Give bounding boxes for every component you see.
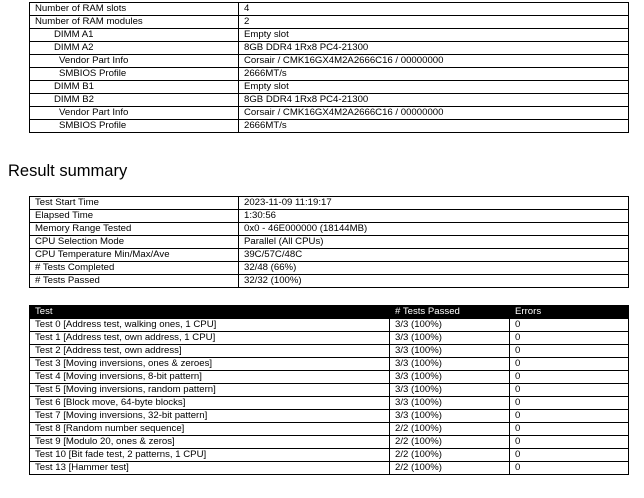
test-passed: 3/3 (100%)	[390, 371, 510, 384]
table-row	[30, 410, 629, 423]
column-header-errors: Errors	[510, 306, 629, 319]
table-row	[30, 68, 629, 81]
test-passed: 3/3 (100%)	[390, 397, 510, 410]
test-passed: 3/3 (100%)	[390, 345, 510, 358]
ram-info-label: DIMM A1	[30, 29, 239, 42]
table-row	[30, 210, 629, 223]
table-row	[30, 262, 629, 275]
test-errors: 0	[510, 358, 629, 371]
summary-label: CPU Selection Mode	[30, 236, 239, 249]
summary-label: # Tests Completed	[30, 262, 239, 275]
test-name: Test 4 [Moving inversions, 8-bit pattern]	[30, 371, 390, 384]
table-row	[30, 436, 629, 449]
test-name: Test 7 [Moving inversions, 32-bit pattern]	[30, 410, 390, 423]
test-errors: 0	[510, 397, 629, 410]
summary-value: 32/32 (100%)	[239, 275, 629, 288]
test-passed: 3/3 (100%)	[390, 358, 510, 371]
column-header-passed: # Tests Passed	[390, 306, 510, 319]
test-passed: 2/2 (100%)	[390, 423, 510, 436]
table-row	[30, 249, 629, 262]
table-row	[30, 345, 629, 358]
test-errors: 0	[510, 332, 629, 345]
test-passed: 2/2 (100%)	[390, 462, 510, 475]
summary-label: # Tests Passed	[30, 275, 239, 288]
test-errors: 0	[510, 345, 629, 358]
test-name: Test 8 [Random number sequence]	[30, 423, 390, 436]
ram-info-value: Corsair / CMK16GX4M2A2666C16 / 00000000	[239, 55, 629, 68]
test-passed: 2/2 (100%)	[390, 436, 510, 449]
ram-info-label: DIMM B1	[30, 81, 239, 94]
result-summary-table	[29, 196, 629, 288]
table-row	[30, 384, 629, 397]
ram-info-label: Number of RAM slots	[30, 3, 239, 16]
test-name: Test 13 [Hammer test]	[30, 462, 390, 475]
table-row	[30, 16, 629, 29]
table-row	[30, 55, 629, 68]
test-passed: 3/3 (100%)	[390, 384, 510, 397]
summary-label: Memory Range Tested	[30, 223, 239, 236]
table-row	[30, 3, 629, 16]
ram-info-value: 2666MT/s	[239, 68, 629, 81]
test-name: Test 9 [Modulo 20, ones & zeros]	[30, 436, 390, 449]
test-errors: 0	[510, 462, 629, 475]
ram-info-label: DIMM B2	[30, 94, 239, 107]
summary-value: 39C/57C/48C	[239, 249, 629, 262]
ram-info-label: SMBIOS Profile	[30, 68, 239, 81]
test-name: Test 2 [Address test, own address]	[30, 345, 390, 358]
table-row	[30, 223, 629, 236]
summary-value: Parallel (All CPUs)	[239, 236, 629, 249]
summary-label: Test Start Time	[30, 197, 239, 210]
table-row	[30, 197, 629, 210]
table-row	[30, 462, 629, 475]
summary-value: 32/48 (66%)	[239, 262, 629, 275]
test-name: Test 1 [Address test, own address, 1 CPU]	[30, 332, 390, 345]
table-row	[30, 423, 629, 436]
test-errors: 0	[510, 371, 629, 384]
ram-info-value: 8GB DDR4 1Rx8 PC4-21300	[239, 42, 629, 55]
table-row	[30, 29, 629, 42]
ram-info-value: Empty slot	[239, 81, 629, 94]
test-passed: 3/3 (100%)	[390, 410, 510, 423]
table-row	[30, 332, 629, 345]
test-name: Test 3 [Moving inversions, ones & zeroes]	[30, 358, 390, 371]
test-errors: 0	[510, 319, 629, 332]
ram-info-label: SMBIOS Profile	[30, 120, 239, 133]
test-name: Test 5 [Moving inversions, random pattern]	[30, 384, 390, 397]
test-errors: 0	[510, 423, 629, 436]
test-errors: 0	[510, 384, 629, 397]
table-row	[30, 236, 629, 249]
test-results-table	[29, 305, 629, 475]
test-errors: 0	[510, 449, 629, 462]
table-row	[30, 397, 629, 410]
ram-info-table	[29, 2, 629, 133]
summary-value: 2023-11-09 11:19:17	[239, 197, 629, 210]
ram-info-value: 8GB DDR4 1Rx8 PC4-21300	[239, 94, 629, 107]
ram-info-body	[30, 3, 629, 133]
table-row	[30, 319, 629, 332]
ram-info-value: Empty slot	[239, 29, 629, 42]
ram-info-label: Vendor Part Info	[30, 107, 239, 120]
table-row	[30, 449, 629, 462]
ram-info-value: 2666MT/s	[239, 120, 629, 133]
test-name: Test 10 [Bit fade test, 2 patterns, 1 CPU]	[30, 449, 390, 462]
table-row	[30, 120, 629, 133]
result-summary-body	[30, 197, 629, 288]
table-row	[30, 42, 629, 55]
test-passed: 2/2 (100%)	[390, 449, 510, 462]
test-passed: 3/3 (100%)	[390, 332, 510, 345]
ram-info-value: 2	[239, 16, 629, 29]
table-row	[30, 107, 629, 120]
ram-info-label: Vendor Part Info	[30, 55, 239, 68]
test-name: Test 0 [Address test, walking ones, 1 CPU]	[30, 319, 390, 332]
section-title: Result summary	[8, 162, 128, 180]
table-row	[30, 94, 629, 107]
table-row	[30, 371, 629, 384]
column-header-test: Test	[30, 306, 390, 319]
test-errors: 0	[510, 436, 629, 449]
ram-info-label: DIMM A2	[30, 42, 239, 55]
table-header-row	[30, 306, 629, 319]
table-row	[30, 275, 629, 288]
summary-value: 1:30:56	[239, 210, 629, 223]
table-row	[30, 358, 629, 371]
test-errors: 0	[510, 410, 629, 423]
test-passed: 3/3 (100%)	[390, 319, 510, 332]
ram-info-label: Number of RAM modules	[30, 16, 239, 29]
table-row	[30, 81, 629, 94]
summary-value: 0x0 - 46E000000 (18144MB)	[239, 223, 629, 236]
test-results-body	[30, 319, 629, 475]
summary-label: Elapsed Time	[30, 210, 239, 223]
test-name: Test 6 [Block move, 64-byte blocks]	[30, 397, 390, 410]
summary-label: CPU Temperature Min/Max/Ave	[30, 249, 239, 262]
ram-info-value: 4	[239, 3, 629, 16]
ram-info-value: Corsair / CMK16GX4M2A2666C16 / 00000000	[239, 107, 629, 120]
